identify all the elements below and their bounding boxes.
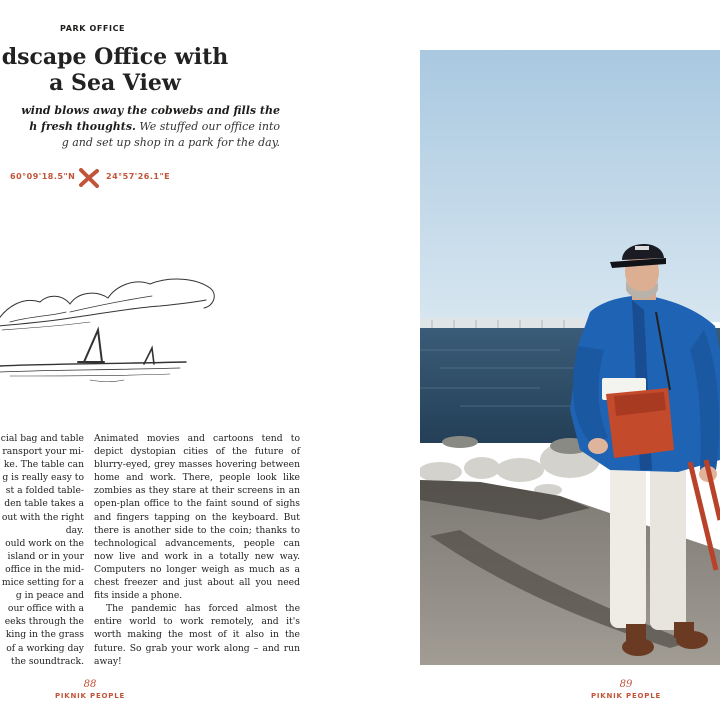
- coordinates: [10, 168, 210, 188]
- longitude: 24°57'26.1"E: [106, 172, 171, 181]
- text-line: ke. The table can: [3, 459, 84, 471]
- folio-right: [566, 678, 686, 700]
- intro-line: wind blows away the cobwebs and fills the: [21, 104, 280, 117]
- folio-left: [30, 678, 150, 700]
- page-number: 88: [83, 679, 97, 690]
- text-line: day.: [65, 524, 84, 536]
- magazine-name: PIKNIK PEOPLE: [54, 692, 126, 700]
- intro-line: g and set up shop in a park for the day.: [61, 136, 280, 149]
- text-line: island or in your: [7, 550, 84, 562]
- text-line: eeks through the: [4, 616, 84, 628]
- intro-line: h fresh thoughts. We stuffed our office into: [29, 120, 280, 133]
- body-paragraph: The pandemic has forced almost the entire world to work remotely, and it's worth making the most of it also in the future. So grab your work along – and run away!: [94, 603, 300, 667]
- text-line: st a folded table-: [5, 485, 84, 497]
- latitude: 60°09'18.5"N: [10, 172, 76, 181]
- text-line: our office with a: [7, 603, 84, 615]
- body-column-2: [94, 432, 300, 668]
- title-line-1: dscape Office with: [1, 44, 229, 70]
- magazine-name: PIKNIK PEOPLE: [590, 692, 662, 700]
- text-line: cial bag and table: [0, 433, 84, 444]
- text-line: office in the mid-: [5, 563, 84, 575]
- text-line: of a working day: [6, 642, 84, 654]
- right-page: [360, 0, 720, 720]
- section-kicker: PARK OFFICE: [60, 24, 126, 33]
- text-line: ransport your mi-: [2, 446, 84, 458]
- intro-text: [0, 103, 280, 151]
- text-line: ould work on the: [5, 537, 84, 549]
- text-line: king in the grass: [5, 629, 84, 641]
- text-line: g in peace and: [15, 590, 84, 602]
- body-paragraph: Animated movies and cartoons tend to depict dystopian cities of the future of blurry-eyed, grey masses hovering between home and work. There, people look like zombies as they stare at their screens in an open-plan office to the faint sound of sighs and fingers tapping on the keyboard. But there is another side to the coin; thanks to technological advancements, people can now live and work in a totally new way. Computers no longer weigh as much as a chest freezer and just about all you need fits inside a phone.: [94, 433, 300, 602]
- article-title: [0, 44, 290, 96]
- text-line: mice setting for a: [1, 577, 84, 589]
- title-line-2: a Sea View: [49, 70, 181, 96]
- text-line: den table takes a: [4, 498, 84, 510]
- page-number: 89: [619, 679, 633, 690]
- body-column-1: [0, 432, 84, 668]
- sailboat-sketch-illustration: [0, 272, 220, 402]
- man-by-sea-photo: [420, 50, 720, 665]
- location-cross-icon: [78, 168, 100, 188]
- text-line: g is really easy to: [2, 472, 84, 484]
- text-line: the soundtrack.: [10, 655, 84, 667]
- text-line: out with the right: [1, 511, 84, 523]
